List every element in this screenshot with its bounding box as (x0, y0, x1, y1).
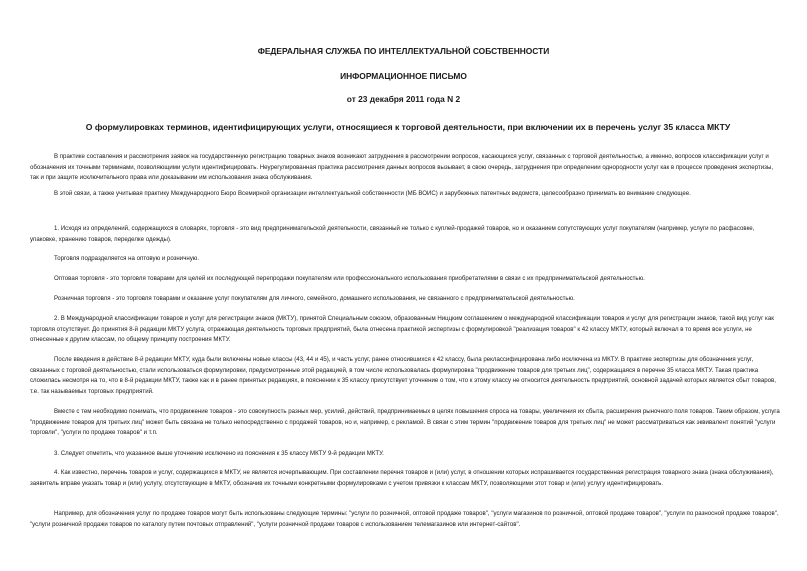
paragraph: 1. Исходя из определений, содержащихся в словарях, торговля - это вид предпринимательской деятельности, связанный не только с куплей-продажей товаров, но и оказанием сопутствующих услуг покупателям (например, услуги по расфасовке, упаковке, хранению товаров, переделке одежды). (30, 225, 755, 243)
agency-heading: ФЕДЕРАЛЬНАЯ СЛУЖБА ПО ИНТЕЛЛЕКТУАЛЬНОЙ СОБСТВЕННОСТИ (257, 46, 550, 56)
paragraph: 2. В Международной классификации товаров и услуг для регистрации знаков (МКТУ), принятой Специальным союзом, образованным Ниццким соглашением о международной классификации товаров и услуг для регистрации знаков, такой вид услуг как торговля отсутствует. До принятия 8-й редакции МКТУ услуга, отражающая деятельность торговых предприятий, была отнесена практикой экспертизы с формулировкой "реализация товаров" к 42 классу МКТУ, который включал в то время все услуги, не отнесенные к другим классам, по общему принципу построения МКТУ. (30, 315, 774, 343)
paragraph: Оптовая торговля - это торговля товарами для целей их последующей перепродажи покупателям или профессионального использования приобретателями в связи с их предпринимательской деятельностью. (54, 275, 645, 282)
paragraph: Торговля подразделяется на оптовую и розничную. (54, 255, 200, 262)
document-date-heading: от 23 декабря 2011 года N 2 (346, 94, 461, 104)
document-title: О формулировках терминов, идентифицирующих услуги, относящиеся к торговой деятельности, при включении их в перечень услуг 35 класса МКТУ (85, 122, 731, 132)
document-type-heading: ИНФОРМАЦИОННОЕ ПИСЬМО (340, 71, 467, 81)
paragraph: Например, для обозначения услуг по продаже товаров могут быть использованы следующие термины: "услуги по розничной, оптовой продаже товаров", "услуги магазинов по розничной, оптовой продаже товаров", "услуги по разносной продаже товаров", "услуги розничной продажи товаров по каталогу путем почтовых отправлений", "услуги розничной продажи товаров с использованием телемагазинов или интернет-сайтов". (30, 510, 779, 528)
paragraph: Розничная торговля - это торговля товарами и оказание услуг покупателям для личного, семейного, домашнего использования, не связанного с предпринимательской деятельностью. (54, 295, 575, 302)
paragraph: В практике составления и рассмотрения заявок на государственную регистрацию товарных знаков возникают затруднения в рассмотрении вопросов, касающихся услуг, связанных с торговой деятельностью, а именно, вопросов классификации услуг и обозначения их точными терминами, позволяющими услуги идентифицировать. Неурегулированная практика рассмотрения данных вопросов вызывает, в свою очередь, затруднения при определении однородности услуг как в процессе проведения экспертизы, так и при защите исключительного права или доказывании им использования знака обслуживания. (30, 153, 774, 181)
paragraph: 3. Следует отметить, что указанное выше уточнение исключено из пояснения к 35 классу МКТУ 9-й редакции МКТУ. (54, 450, 384, 457)
paragraph: Вместе с тем необходимо понимать, что продвижение товаров - это совокупность разных мер, усилий, действий, предпринимаемых в целях повышения спроса на товары, увеличения их сбыта, расширения рыночного поля товаров. Таким образом, услуга "продвижение товаров для третьих лиц" может быть связана не только непосредственно с продажей товаров, но и, например, с рекламой. В связи с этим термин "продвижение товаров для третьих лиц" не может рассматриваться как эквивалент понятий "услуги торговли", "услуги по продаже товаров" и т.п. (30, 408, 780, 436)
paragraph: После введения в действие 8-й редакции МКТУ, куда были включены новые классы (43, 44 и 45), и часть услуг, ранее относившихся к 42 классу, была реклассифицирована либо исключена из МКТУ. В практике экспертизы для обозначения услуг, связанных с торговой деятельностью, стали использоваться формулировки, предусмотренные этой редакцией, в том числе использовалась формулировка "продвижение товаров для третьих лиц", содержащаяся в перечне 35 класса МКТУ. Такая практика сложилась несмотря на то, что в 8-й редакции МКТУ, также как и в ранее принятых редакциях, в пояснении к 35 классу присутствует уточнение о том, что к этому классу не относится деятельность предприятий, основной задачей которых является сбыт товаров, т.е. так называемых торговых предприятий. (30, 356, 776, 395)
paragraph: В этой связи, а также учитывая практику Международного Бюро Всемирной организации интеллектуальной собственности (МБ ВОИС) и зарубежных патентных ведомств, целесообразно принимать во внимание следующее. (54, 190, 691, 197)
paragraph: 4. Как известно, перечень товаров и услуг, содержащихся в МКТУ, не является исчерпывающим. При составлении перечня товаров и (или) услуг, в отношении которых испрашивается государственная регистрация товарного знака (знака обслуживания), заявитель вправе указать товар и (или) услугу, отсутствующие в МКТУ, обозначив их точными конкретными формулировками с учетом привязки к классам МКТУ, позволяющими этот товар и (или) услугу идентифицировать. (30, 469, 774, 487)
